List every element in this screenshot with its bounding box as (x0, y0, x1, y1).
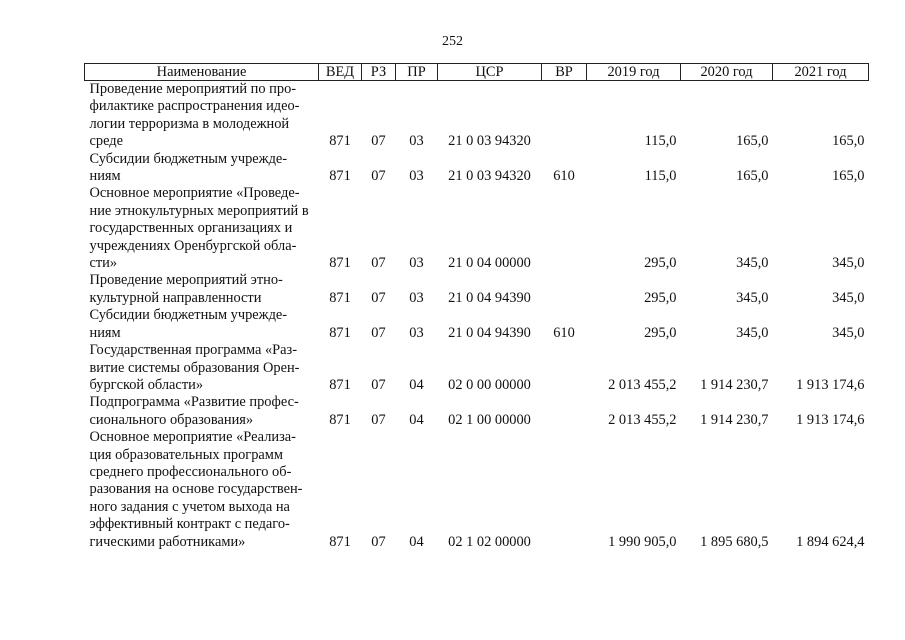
cell-2019: 115,0 (644, 168, 677, 185)
cell-vr (542, 81, 587, 151)
cell-2020: 165,0 (736, 133, 769, 150)
cell-pr: 03 (409, 289, 424, 306)
budget-table (84, 63, 869, 551)
cell-2021: 1 913 174,6 (796, 376, 865, 393)
cell-2021: 165,0 (832, 168, 865, 185)
cell-pr: 03 (409, 133, 424, 150)
cell-2020: 1 914 230,7 (700, 376, 769, 393)
table-row (85, 394, 869, 429)
table-row (85, 429, 869, 551)
header-2019: 2019 год (587, 64, 681, 81)
cell-2020: 345,0 (736, 289, 769, 306)
cell-2019: 115,0 (644, 133, 677, 150)
cell-pr: 03 (409, 324, 424, 341)
cell-name: Основное мероприятие «Реализа-ция образовательных программ среднего профессионального об-разования на основе государствен-ного задания с учетом выхода на эффективный контракт с педаго-гическими работниками» (89, 429, 303, 550)
cell-vr (542, 394, 587, 429)
cell-rz: 07 (371, 133, 386, 150)
cell-2019: 2 013 455,2 (608, 411, 677, 428)
table-header-row (85, 64, 869, 81)
table-row (85, 272, 869, 307)
header-rz: РЗ (362, 64, 396, 81)
header-vr: ВР (542, 64, 587, 81)
cell-name: Основное мероприятие «Проведе-ние этнокультурных мероприятий в государственных организациях и учреждениях Оренбургской обла-сти» (89, 185, 309, 272)
cell-vr (542, 185, 587, 272)
cell-csr: 02 1 02 00000 (448, 533, 531, 550)
cell-csr: 21 0 03 94320 (448, 133, 531, 150)
cell-name: Подпрограмма «Развитие профес-сионального образования» (89, 394, 299, 428)
page-number: 252 (442, 34, 463, 49)
cell-name: Проведение мероприятий этно-культурной направленности (89, 272, 283, 306)
cell-rz: 07 (371, 376, 386, 393)
cell-2020: 345,0 (736, 255, 769, 272)
cell-vr: 610 (553, 324, 575, 341)
header-2021: 2021 год (773, 64, 869, 81)
cell-name: Субсидии бюджетным учрежде-ниям (89, 150, 288, 185)
cell-ved: 871 (329, 411, 351, 428)
cell-csr: 02 1 00 00000 (448, 411, 531, 428)
cell-pr: 04 (409, 376, 424, 393)
cell-ved: 871 (329, 533, 351, 550)
cell-rz: 07 (371, 533, 386, 550)
table-row (85, 342, 869, 394)
cell-rz: 07 (371, 289, 386, 306)
cell-csr: 02 0 00 00000 (448, 376, 531, 393)
cell-name: Государственная программа «Раз-витие системы образования Орен-бургской области» (89, 342, 300, 393)
table-row (85, 307, 869, 342)
cell-csr: 21 0 03 94320 (448, 168, 531, 185)
cell-2019: 295,0 (644, 255, 677, 272)
cell-2021: 345,0 (832, 324, 865, 341)
cell-vr: 610 (553, 168, 575, 185)
cell-rz: 07 (371, 324, 386, 341)
table-row (85, 81, 869, 151)
header-name: Наименование (85, 64, 319, 81)
cell-2020: 1 914 230,7 (700, 411, 769, 428)
cell-vr (542, 272, 587, 307)
cell-ved: 871 (329, 376, 351, 393)
cell-2021: 1 894 624,4 (796, 533, 865, 550)
cell-2021: 1 913 174,6 (796, 411, 865, 428)
cell-rz: 07 (371, 411, 386, 428)
cell-2020: 1 895 680,5 (700, 533, 769, 550)
cell-ved: 871 (329, 133, 351, 150)
cell-ved: 871 (329, 255, 351, 272)
cell-2020: 165,0 (736, 168, 769, 185)
cell-ved: 871 (329, 168, 351, 185)
cell-pr: 03 (409, 255, 424, 272)
cell-vr (542, 429, 587, 551)
cell-vr (542, 342, 587, 394)
cell-2021: 345,0 (832, 255, 865, 272)
cell-ved: 871 (329, 289, 351, 306)
header-2020: 2020 год (681, 64, 773, 81)
cell-2019: 295,0 (644, 324, 677, 341)
cell-csr: 21 0 04 94390 (448, 324, 531, 341)
cell-ved: 871 (329, 324, 351, 341)
table-body (85, 81, 869, 551)
cell-rz: 07 (371, 168, 386, 185)
header-csr: ЦСР (438, 64, 542, 81)
header-pr: ПР (396, 64, 438, 81)
cell-pr: 04 (409, 411, 424, 428)
cell-2021: 345,0 (832, 289, 865, 306)
cell-2019: 2 013 455,2 (608, 376, 677, 393)
cell-csr: 21 0 04 94390 (448, 289, 531, 306)
cell-2019: 1 990 905,0 (608, 533, 677, 550)
cell-2020: 345,0 (736, 324, 769, 341)
cell-2019: 295,0 (644, 289, 677, 306)
cell-name: Субсидии бюджетным учрежде-ниям (89, 307, 288, 341)
cell-rz: 07 (371, 255, 386, 272)
table-row (85, 185, 869, 272)
cell-pr: 04 (409, 533, 424, 550)
cell-2021: 165,0 (832, 133, 865, 150)
table-row (85, 151, 869, 186)
cell-pr: 03 (409, 168, 424, 185)
header-ved: ВЕД (319, 64, 362, 81)
cell-name: Проведение мероприятий по про-филактике распространения идео-логии терроризма в молодежной среде (89, 81, 300, 150)
cell-csr: 21 0 04 00000 (448, 255, 531, 272)
